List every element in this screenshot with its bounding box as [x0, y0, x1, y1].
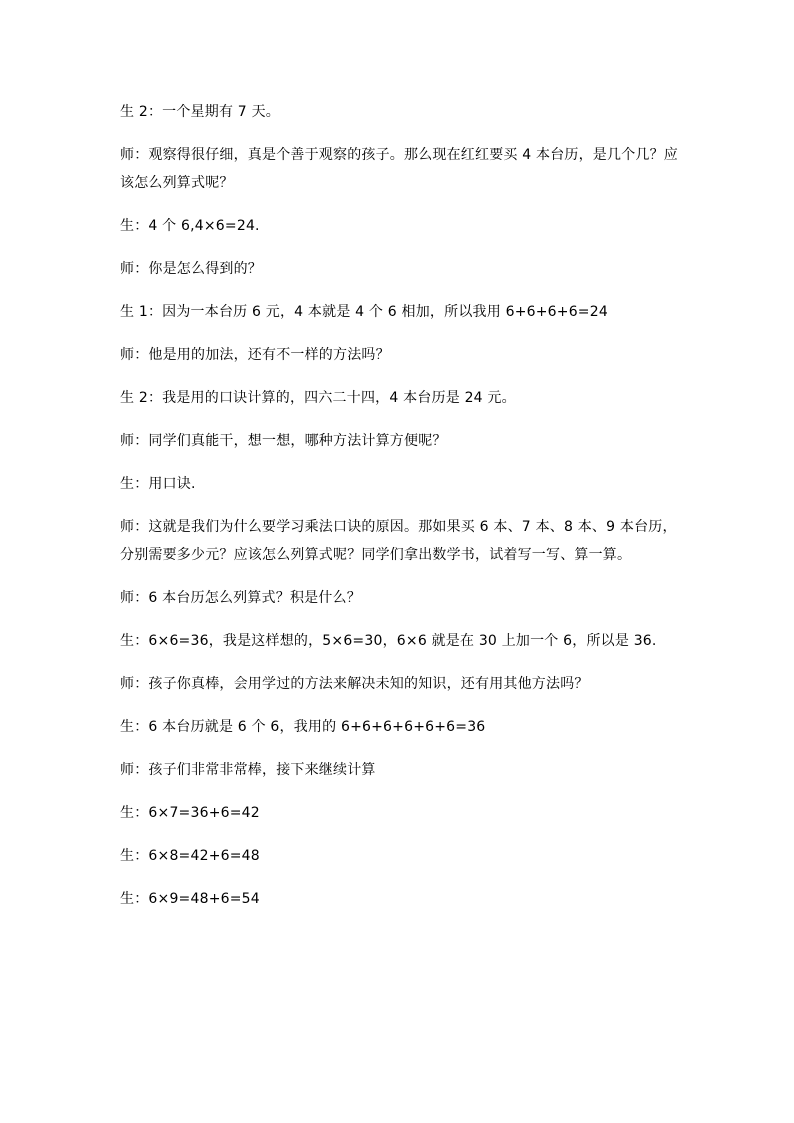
paragraph: 师：你是怎么得到的？	[120, 261, 262, 277]
paragraph: 生 2：一个星期有 7 天。	[120, 104, 280, 120]
paragraph: 师：同学们真能干，想一想，哪种方法计算方便呢？	[120, 433, 447, 449]
paragraph: 师：孩子们非常非常棒，接下来继续计算	[120, 762, 376, 778]
paragraph: 生 1：因为一本台历 6 元，4 本就是 4 个 6 相加，所以我用 6+6+6+6=24	[120, 304, 608, 320]
paragraph: 师：这就是我们为什么要学习乘法口诀的原因。那如果买 6 本、7 本、8 本、9 本台历，分别需要多少元？应该怎么列算式呢？同学们拿出数学书，试着写一写、算一算。	[120, 519, 677, 563]
paragraph: 师：他是用的加法，还有不一样的方法吗？	[120, 347, 390, 363]
paragraph: 生：6×7=36+6=42	[120, 805, 260, 821]
paragraph: 生：6 本台历就是 6 个 6，我用的 6+6+6+6+6+6=36	[120, 719, 486, 735]
document-body	[120, 98, 680, 928]
paragraph: 师：观察得很仔细，真是个善于观察的孩子。那么现在红红要买 4 本台历，是几个几？应该怎么列算式呢？	[120, 147, 679, 191]
paragraph: 生：6×8=42+6=48	[120, 848, 260, 864]
paragraph: 生：4 个 6,4×6=24.	[120, 218, 260, 234]
paragraph: 生 2：我是用的口诀计算的，四六二十四，4 本台历是 24 元。	[120, 390, 516, 406]
paragraph: 师：孩子你真棒，会用学过的方法来解决未知的知识，还有用其他方法吗？	[120, 676, 589, 692]
paragraph: 生：6×9=48+6=54	[120, 891, 260, 907]
paragraph: 生：用口诀.	[120, 476, 196, 492]
paragraph: 师：6 本台历怎么列算式？积是什么？	[120, 590, 361, 606]
paragraph: 生：6×6=36，我是这样想的，5×6=30，6×6 就是在 30 上加一个 6，所以是 36.	[120, 633, 657, 649]
